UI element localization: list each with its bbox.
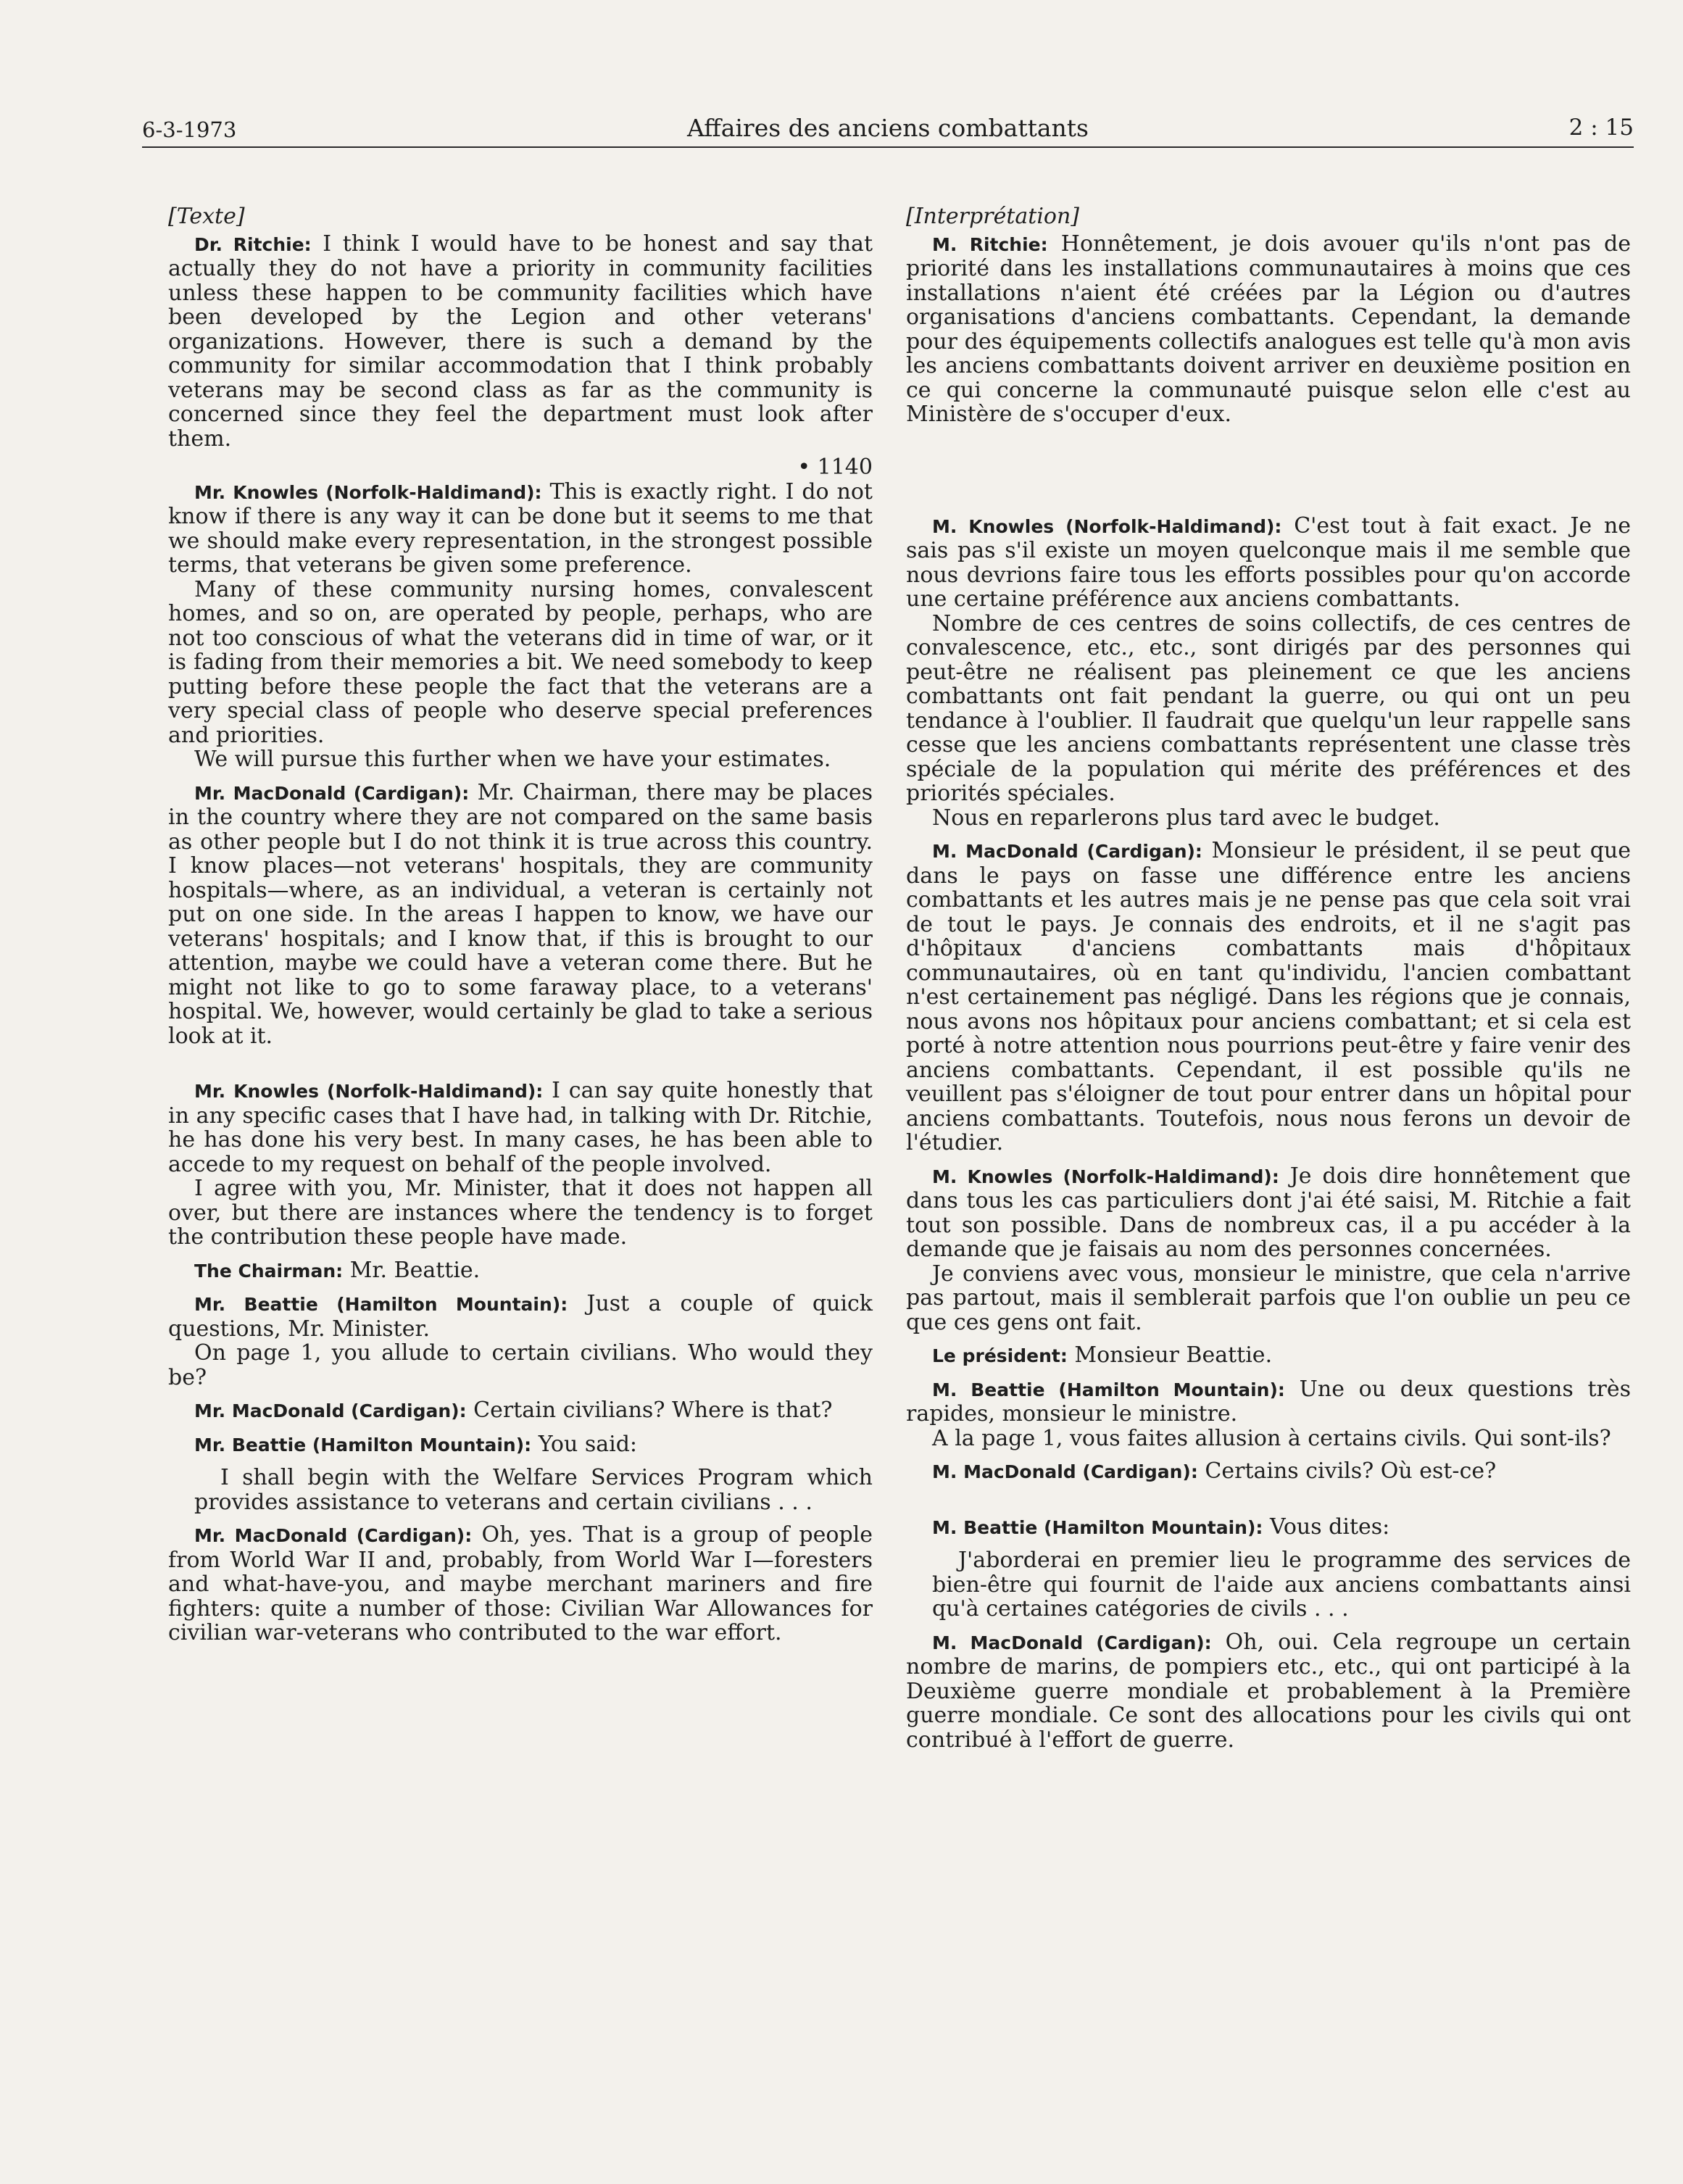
speaker-name: Mr. Beattie (Hamilton Mountain): <box>194 1294 568 1315</box>
paragraph: Nous en reparlerons plus tard avec le budget. <box>932 805 1440 831</box>
speaker-name: Mr. Knowles (Norfolk-Haldimand): <box>194 1081 544 1102</box>
paragraph <box>168 1079 873 1176</box>
paragraph: Many of these community nursing homes, convalescent homes, and so on, are operated by people, perhaps, who are not too conscious of what the veterans did in time of war, or it is fading from their memories a bit. We need somebody to keep putting before these people the fact that the veterans are a very special class of people who deserve special preferences and priorities. <box>168 576 873 748</box>
speech-text: Honnêtement, je dois avouer qu'ils n'ont pas de priorité dans les installations communautaires à moins que ces installations n'aient été créées par la Légion ou d'autres organisations d'anciens combattants. Cependant, la demande pour des équipements collectifs analogues est telle qu'à mon avis les anciens combattants doivent arriver en deuxième position en ce qui concerne la communauté puisque selon elle c'est au Ministère de s'occuper d'eux. <box>906 231 1631 427</box>
speech-text: I can say quite honestly that in any specific cases that I have had, in talking with Dr. Ritchie, he has done his very best. In many cases, he has been able to accede to my request on behalf of the people involved. <box>168 1078 873 1177</box>
english-column <box>168 204 873 1645</box>
speech-text: Mr. Beattie. <box>349 1257 481 1283</box>
quoted-text: J'aborderai en premier lieu le programme des services de bien-être qui fournit de l'aide aux anciens combattants ainsi qu'à certaines catégories de civils . . . <box>932 1548 1631 1622</box>
speech-text: You said: <box>538 1431 638 1457</box>
section-label: [Interprétation] <box>906 204 1080 229</box>
paragraph <box>168 781 873 1049</box>
speech-text: Monsieur Beattie. <box>1074 1342 1273 1368</box>
section-label: [Texte] <box>168 204 245 229</box>
speaker-name: M. Beattie (Hamilton Mountain): <box>932 1379 1285 1400</box>
speech-text: Une ou deux questions très rapides, monsieur le ministre. <box>906 1376 1631 1427</box>
header-page-number: 2 : 15 <box>1568 115 1634 141</box>
paragraph <box>906 232 1631 427</box>
speech-text: Vous dites: <box>1269 1514 1390 1540</box>
speaker-name: Dr. Ritchie: <box>194 233 312 255</box>
speaker-name: M. Knowles (Norfolk-Haldimand): <box>932 1166 1279 1187</box>
paragraph <box>906 839 1631 1155</box>
paragraph <box>168 1432 873 1458</box>
paragraph: We will pursue this further when we have your estimates. <box>194 747 831 772</box>
speaker-name: M. Ritchie: <box>932 233 1048 255</box>
paragraph <box>906 1377 1631 1427</box>
paragraph: On page 1, you allude to certain civilians. Who would they be? <box>168 1340 873 1390</box>
page-header <box>142 110 1634 148</box>
speaker-name: Mr. MacDonald (Cardigan): <box>194 1525 473 1546</box>
time-marker: • 1140 <box>797 454 873 480</box>
speaker-name: M. MacDonald (Cardigan): <box>932 1461 1198 1482</box>
speech-text: Oh, oui. Cela regroupe un certain nombre de marins, de pompiers etc., etc., qui ont participé à la Deuxième guerre mondiale et probablement à la Première guerre mondiale. Ce sont des allocations pour les civils qui ont contribué à l'effort de guerre. <box>906 1629 1631 1753</box>
french-column <box>906 204 1631 1752</box>
paragraph <box>168 1258 873 1284</box>
paragraph <box>168 1398 873 1424</box>
paragraph: I agree with you, Mr. Minister, that it does not happen all over, but there are instances where the tendency is to forget the contribution these people have made. <box>168 1176 873 1250</box>
speaker-name: Mr. Beattie (Hamilton Mountain): <box>194 1434 532 1456</box>
paragraph: Je conviens avec vous, monsieur le ministre, que cela n'arrive pas partout, mais il semblerait parfois que l'on oublie un peu ce que ces gens ont fait. <box>906 1261 1631 1335</box>
speaker-name: Mr. Knowles (Norfolk-Haldimand): <box>194 481 542 503</box>
speaker-name: M. MacDonald (Cardigan): <box>932 841 1202 862</box>
paragraph <box>906 1164 1631 1262</box>
speech-text: Monsieur le président, il se peut que dans le pays on fasse une différence entre les anciens combattants et les autres mais je ne pense pas que cela soit vrai de tout le pays. Je connais des endroits, et il ne s'agit pas d'hôpitaux d'anciens combattants mais d'hôpitaux communautaires, où en tant qu'individu, l'ancien combattant n'est certainement pas négligé. Dans les régions que je connais, nous avons nos hôpitaux pour anciens combattant; et si cela est porté à notre attention nous pourrions peut-être y faire venir des anciens combattants. Cependant, il est possible qu'ils ne veuillent pas s'éloigner de tout pour entrer dans un hôpital pour anciens combattants. Toutefois, nous nous ferons un devoir de l'étudier. <box>906 838 1631 1155</box>
paragraph <box>168 480 873 578</box>
paragraph <box>906 1343 1631 1369</box>
speech-text: Mr. Chairman, there may be places in the country where they are not compared on the same basis as other people but I do not think it is true across this country. I know places—not veterans' hospitals, they are community hospitals—where, as an individual, a veteran is certainly not put on one side. In the areas I happen to know, we have our veterans' hospitals; and I know that, if this is brought to our attention, maybe we could have a veteran come there. But he might not like to go to some faraway place, to a veterans' hospital. We, however, would certainly be glad to take a serious look at it. <box>168 779 873 1049</box>
paragraph <box>168 232 873 452</box>
paragraph <box>906 1515 1631 1540</box>
paragraph <box>168 1523 873 1645</box>
header-date: 6-3-1973 <box>142 117 237 142</box>
speaker-name: M. MacDonald (Cardigan): <box>932 1632 1212 1653</box>
speech-text: I think I would have to be honest and say that actually they do not have a priority in community facilities unless these happen to be community facilities which have been developed by the Legion and other veterans' organizations. However, there is such a demand by the community for similar accommodation that I think probably veterans may be second class as far as the community is concerned since they feel the department must look after them. <box>168 231 873 452</box>
quoted-text: I shall begin with the Welfare Services Program which provides assistance to veterans and certain civilians . . . <box>194 1465 873 1515</box>
speaker-name: Mr. MacDonald (Cardigan): <box>194 782 470 804</box>
speech-text: C'est tout à fait exact. Je ne sais pas s'il existe un moyen quelconque mais il me semble que nous devrions faire tous les efforts possibles pour qu'on accorde une certaine préférence aux anciens combattants. <box>906 512 1631 612</box>
speaker-name: M. Beattie (Hamilton Mountain): <box>932 1516 1263 1538</box>
paragraph <box>906 514 1631 612</box>
speech-text: Just a couple of quick questions, Mr. Minister. <box>168 1291 873 1342</box>
header-title: Affaires des anciens combattants <box>687 114 1089 142</box>
speaker-name: Le président: <box>932 1345 1068 1366</box>
speech-text: Certains civils? Où est-ce? <box>1205 1458 1497 1484</box>
paragraph <box>168 1292 873 1341</box>
paragraph: Nombre de ces centres de soins collectifs, de ces centres de convalescence, etc., etc., sont dirigés par des personnes qui peut-être ne réalisent pas pleinement ce que les anciens combattants ont fait pendant la guerre, ou qui ont un peu tendance à l'oublier. Il faudrait que quelqu'un leur rappelle sans cesse que les anciens combattants représentent une classe très spéciale de la population qui mérite des préférences et des priorités spéciales. <box>906 610 1631 806</box>
paragraph: A la page 1, vous faites allusion à certains civils. Qui sont-ils? <box>932 1425 1611 1451</box>
speech-text: Je dois dire honnêtement que dans tous les cas particuliers dont j'ai été saisi, M. Ritchie a fait tout son possible. Dans de nombreux cas, il a pu accéder à la demande que je faisais au nom des personnes concernées. <box>906 1163 1631 1262</box>
speech-text: Certain civilians? Where is that? <box>473 1398 833 1423</box>
speaker-name: M. Knowles (Norfolk-Haldimand): <box>932 515 1282 537</box>
speech-text: This is exactly right. I do not know if there is any way it can be done but it seems to me that we should make every representation, in the strongest possible terms, that veterans be given some preference. <box>168 478 873 578</box>
speaker-name: Mr. MacDonald (Cardigan): <box>194 1400 467 1421</box>
speaker-name: The Chairman: <box>194 1260 344 1282</box>
speech-text: Oh, yes. That is a group of people from World War II and, probably, from World War I—foresters and what-have-you, and maybe merchant mariners and fire fighters: quite a number of those: Civilian War Allowances for civilian war-veterans who contributed to the war effort. <box>168 1522 873 1645</box>
paragraph <box>906 1459 1631 1485</box>
paragraph <box>906 1630 1631 1753</box>
